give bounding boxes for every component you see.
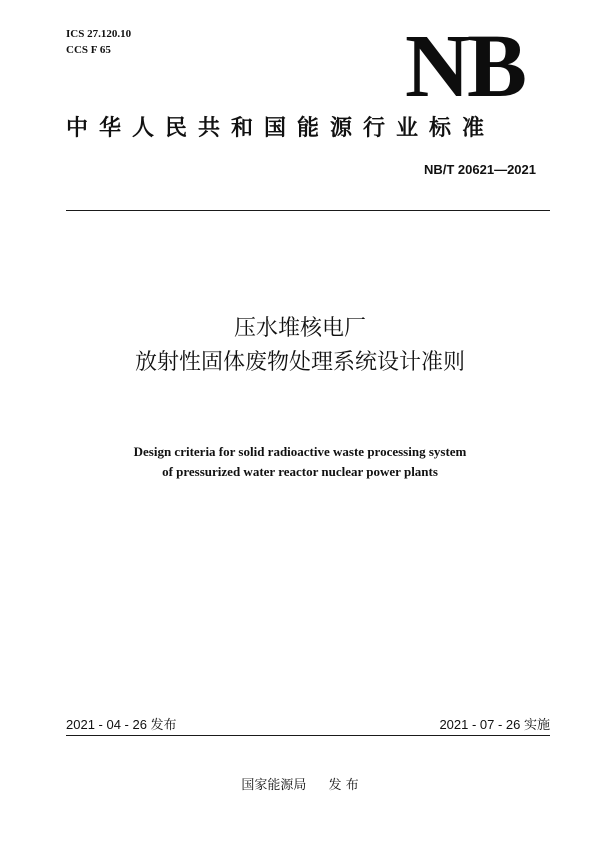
ics-code: ICS 27.120.10	[66, 28, 132, 40]
issue-date: 2021 - 04 - 26 发布	[66, 717, 177, 732]
english-title	[0, 442, 600, 482]
nb-logo: NB	[405, 17, 525, 116]
chinese-title-line-1: 压水堆核电厂	[233, 316, 366, 341]
standard-organization: 中华人民共和国能源行业标准	[66, 116, 496, 141]
english-title-line-1: Design criteria for solid radioactive waste processing system	[133, 444, 467, 459]
publisher	[0, 774, 600, 793]
chinese-title	[0, 312, 600, 380]
publisher-org: 国家能源局	[241, 778, 307, 793]
top-divider	[66, 210, 550, 211]
chinese-title-line-2: 放射性固体废物处理系统设计准则	[134, 350, 465, 375]
standard-number: NB/T 20621—2021	[423, 162, 536, 177]
publisher-action: 发 布	[328, 778, 359, 793]
ccs-code: CCS F 65	[66, 44, 111, 56]
implementation-date: 2021 - 07 - 26 实施	[439, 717, 550, 732]
classification-codes	[66, 26, 131, 58]
bottom-divider	[66, 735, 550, 736]
english-title-line-2: of pressurized water reactor nuclear power plants	[162, 464, 438, 479]
